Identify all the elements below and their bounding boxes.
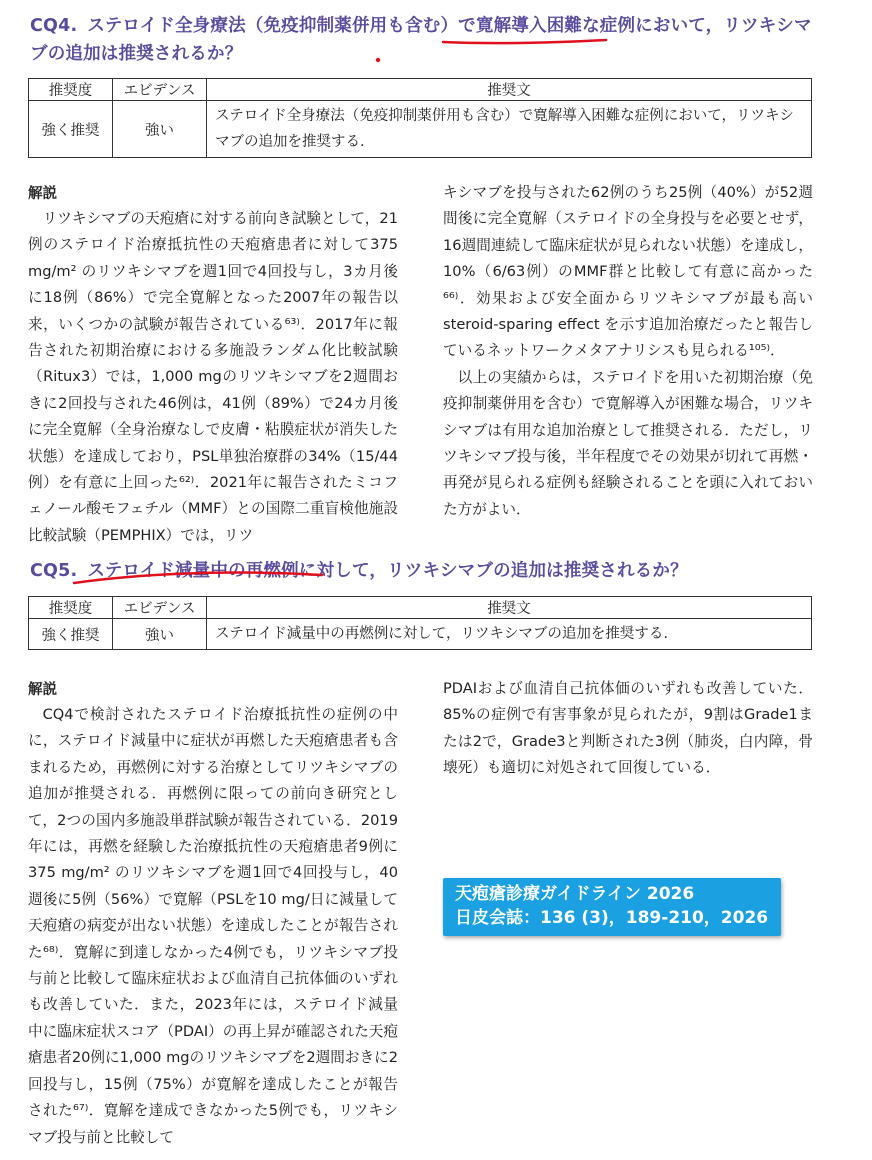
citation-line-1: 天疱瘡診療ガイドライン 2026 — [455, 884, 695, 904]
cq5-left-paragraph: CQ4で検討されたステロイド治療抵抗性の症例の中に，ステロイド減量中に症状が再燃した天疱瘡患者も含まれるため，再燃例に対する治療としてリツキシマブの追加が推奨される．再燃例に限っての前向き研究として，2つの国内多施設単群試験が報告されている．2019年には，再燃を経験した治療抵抗性の天疱瘡患者9例に375 mg/m² のリツキシマブを週1回で4回投与し，40週後に5例（56%）で寛解（PSLを10 mg/日に減量して天疱瘡の病変が出ない状態）を達成したことが報告された⁶⁸⁾．寛解に到達しなかった4例でも，リツキシマブ投与前と比較して臨床症状および血清自己抗体価のいずれも改善していた．また，2023年には，ステロイド減量中に臨床症状スコア（PDAI）の再上昇が確認された天疱瘡患者20例に1,000 mgのリツキシマブを2週間おきに2回投与し，15例（75%）が寛解を達成したことが報告された⁶⁷⁾．寛解を達成できなかった5例でも，リツキシマブ投与前と比較して — [28, 706, 398, 1146]
citation-line-2: 日皮会誌：136 (3)，189-210，2026 — [455, 908, 769, 928]
statement-cell: ステロイド減量中の再燃例に対して，リツキシマブの追加を推奨する. — [207, 619, 812, 650]
cq5-commentary-right — [443, 676, 813, 782]
cq5-red-underline — [70, 565, 330, 589]
cq4-right-paragraph-1: キシマブを投与された62例のうち25例（40%）が52週間後に完全寛解（ステロイドの全身投与を必要とせず，16週間連続して臨床症状が見られない状態）を達成し，10%（6/63例）のMMF群と比較して有意に高かった⁶⁶⁾．効果および安全面からリツキシマブが最も高い steroid-sparing effect を示す追加治療だったと報告しているネットワークメタアナリシスも見られる¹⁰⁵⁾． — [443, 184, 813, 360]
cq5-number: CQ5. — [30, 561, 78, 581]
cq4-title-after: において，リツキシマブの追加は推奨されるか？ — [30, 16, 812, 64]
grade-cell: 強く推奨 — [29, 619, 113, 650]
cq5-commentary-label: 解説 — [28, 682, 57, 698]
table-header-row — [29, 79, 812, 101]
cq4-title-before: ステロイド全身療法（免疫抑制薬併用も含む）で — [87, 16, 476, 36]
table-row — [29, 619, 812, 650]
cq5-title-highlight: ステロイド減量中の再燃例に対 — [87, 561, 335, 581]
cq5-right-paragraph: PDAIおよび血清自己抗体価のいずれも改善していた．85%の症例で有害事象が見られたが，9割はGrade1または2で，Grade3と判断された3例（肺炎，白内障，骨壊死）も適切に対処されて回復している． — [443, 680, 813, 777]
cq4-left-paragraph: リツキシマブの天疱瘡に対する前向き試験として，21例のステロイド治療抵抗性の天疱瘡患者に対して375 mg/m² のリツキシマブを週1回で4回投与し，3カ月後に18例（86%）で完全寛解となった2007年の報告以来，いくつかの試験が報告されている⁶³⁾．2017年に報告された初期治療における多施設ランダム化比較試験（Ritux3）では，1,000 mgのリツキシマブを2週間おきに2回投与された46例は，41例（89%）で24カ月後に完全寛解（全身治療なしで皮膚・粘膜症状が消失した状態）を達成しており，PSL単独治療群の34%（15/44例）を有意に上回った⁶²⁾．2021年に報告されたミコフェノール酸モフェチル（MMF）との国際二重盲検他施設比較試験（PEMPHIX）では，リツ — [28, 210, 398, 544]
cq5-commentary-left — [28, 678, 398, 1151]
cq5-title-after: して，リツキシマブの追加は推奨されるか？ — [334, 561, 688, 581]
cq4-recommendation-table — [28, 78, 812, 158]
cq4-number: CQ4. — [30, 16, 78, 36]
header-evidence: エビデンス — [113, 79, 207, 101]
cq4-title-highlight: 寛解導入困難な症例 — [475, 16, 636, 36]
header-statement: 推奨文 — [207, 597, 812, 619]
grade-cell: 強く推奨 — [29, 101, 113, 158]
cq4-commentary-left — [28, 182, 398, 549]
cq4-red-underline — [440, 34, 610, 48]
header-evidence: エビデンス — [113, 597, 207, 619]
statement-cell: ステロイド全身療法（免疫抑制薬併用も含む）で寛解導入困難な症例において，リツキシマブの追加を推奨する. — [207, 101, 812, 158]
cq5-recommendation-table — [28, 596, 812, 650]
cq4-commentary-label: 解説 — [28, 186, 57, 202]
citation-ribbon — [443, 878, 781, 936]
cq4-commentary-right — [443, 180, 813, 523]
red-dot-mark — [374, 56, 382, 64]
header-grade: 推奨度 — [29, 597, 113, 619]
table-row — [29, 101, 812, 158]
table-header-row — [29, 597, 812, 619]
cq4-right-paragraph-2: 以上の実績からは，ステロイドを用いた初期治療（免疫抑制薬併用を含む）で寛解導入が困難な場合，リツキシマブは有用な追加治療として推奨される．ただし，リツキシマブ投与後，半年程度でその効果が切れて再燃・再発が見られる症例も経験されることを頭に入れておいた方がよい． — [443, 368, 813, 518]
header-statement: 推奨文 — [207, 79, 812, 101]
evidence-cell: 強い — [113, 101, 207, 158]
cq4-heading — [30, 12, 820, 68]
evidence-cell: 強い — [113, 619, 207, 650]
header-grade: 推奨度 — [29, 79, 113, 101]
